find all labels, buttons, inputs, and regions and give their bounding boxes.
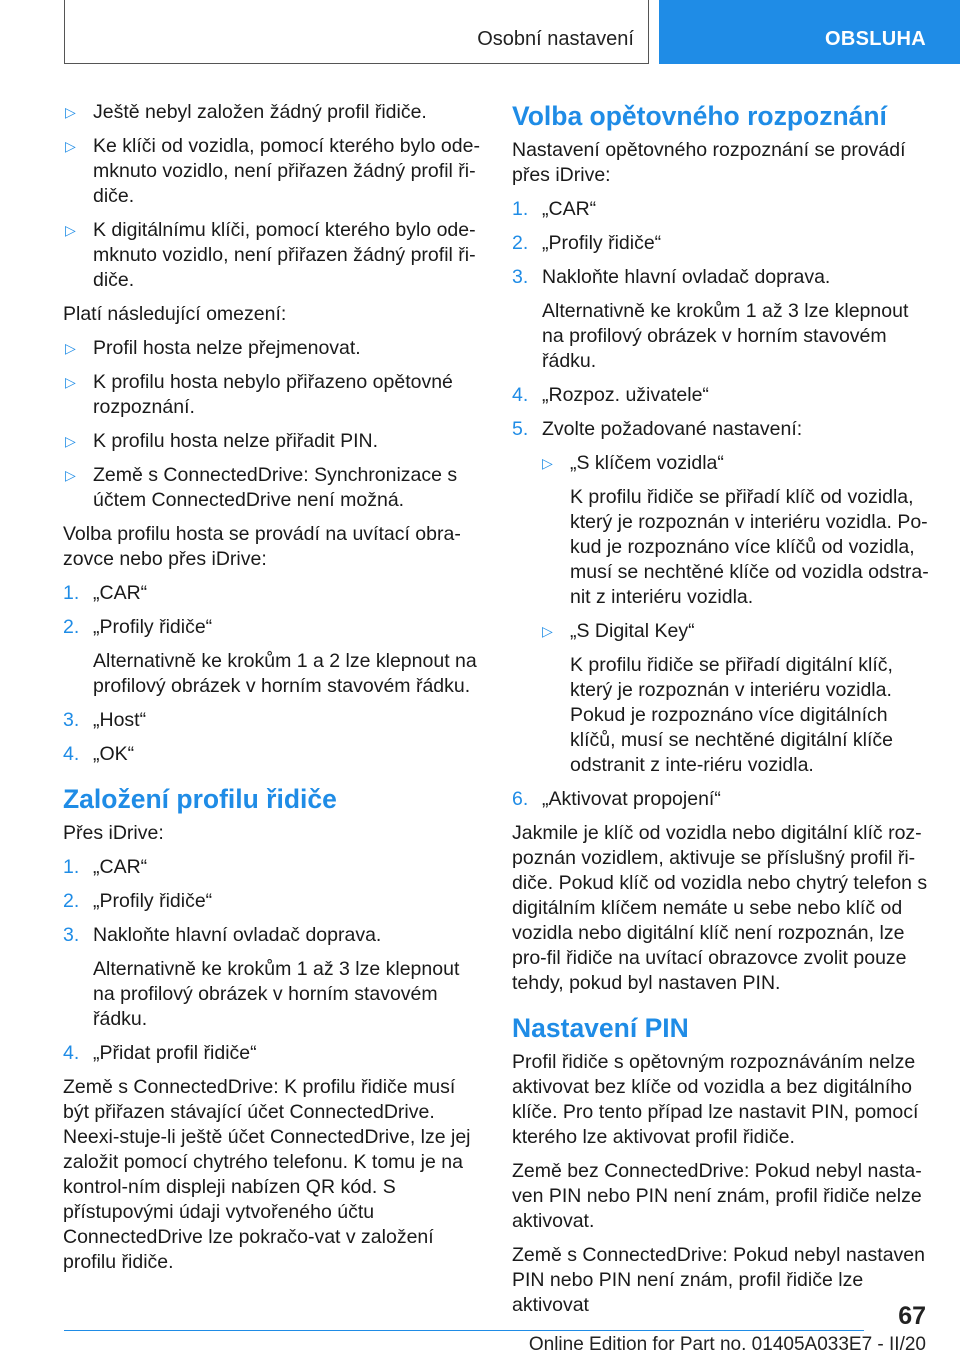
edition-note: Online Edition for Part no. 01405A033E7 - II/20: [528, 1334, 926, 1355]
triangle-bullet-icon: ▷: [65, 222, 76, 238]
triangle-bullet-icon: ▷: [542, 623, 553, 639]
list-item: ▷ Profil hosta nelze přejmenovat.: [65, 337, 361, 359]
section-heading: Založení profilu řidiče: [63, 784, 337, 814]
left-column: [63, 100, 483, 1284]
list-item: ▷ K profilu hosta nelze přiřadit PIN.: [65, 430, 379, 452]
step-item: 5. Zvolte požadované nastavení:: [512, 418, 803, 440]
triangle-bullet-icon: ▷: [65, 433, 76, 449]
right-column: [512, 100, 932, 1327]
list-item: ▷ K digitálnímu klíči, pomocí kterého bylo ode‐mknuto vozidlo, není přiřazen žádný profil ři‐diče.: [65, 219, 476, 291]
step-item: 2. „Profily řidiče“: [512, 232, 662, 254]
option-description: K profilu řidiče se přiřadí klíč od vozidla, který je rozpoznán v interiéru vozidla. Po‐kud je rozpoznáno více klíčů od vozidla, musí se nechtěné klíče od vozidla odstra‐nit z interiéru vozidla.: [570, 486, 929, 608]
footer-divider: [64, 1330, 864, 1331]
step-item: 4. „OK“: [63, 743, 135, 765]
step-item: 4. „Rozpoz. uživatele“: [512, 384, 709, 406]
step-item: 3. Nakloňte hlavní ovladač doprava.: [63, 924, 382, 946]
triangle-bullet-icon: ▷: [542, 455, 553, 471]
step-note: Alternativně ke krokům 1 až 3 lze klepnout na profilový obrázek v horním stavovém řádku.: [93, 958, 460, 1030]
paragraph: Volba profilu hosta se provádí na uvítací obra‐zovce nebo přes iDrive:: [63, 523, 461, 570]
option-item: ▷ „S Digital Key“: [542, 620, 695, 642]
chapter-tab-label: OBSLUHA: [825, 28, 926, 50]
list-item: ▷ Ještě nebyl založen žádný profil řidiče.: [65, 101, 427, 123]
paragraph: Země s ConnectedDrive: Pokud nebyl nastaven PIN nebo PIN není znám, profil řidiče lze aktivovat: [512, 1244, 925, 1316]
option-item: ▷ „S klíčem vozidla“: [542, 452, 724, 474]
paragraph: Jakmile je klíč od vozidla nebo digitální klíč roz‐poznán vozidlem, aktivuje se příslušný profil ři‐diče. Pokud klíč od vozidla nebo chytrý telefon s digitálním klíčem nemáte u sebe nebo klíč od vozidla nebo digitální klíč není rozpoznán, lze pro‐fil řidiče na uvítací obrazovce zvolit pouze tehdy, pokud byl nastaven PIN.: [512, 822, 928, 994]
section-heading: Nastavení PIN: [512, 1013, 689, 1043]
step-item: 4. „Přidat profil řidiče“: [63, 1042, 257, 1064]
triangle-bullet-icon: ▷: [65, 138, 76, 154]
paragraph: Platí následující omezení:: [63, 303, 287, 325]
paragraph: Země bez ConnectedDrive: Pokud nebyl nasta‐ven PIN nebo PIN není znám, profil řidiče nelze aktivovat.: [512, 1160, 922, 1232]
paragraph: Země s ConnectedDrive: K profilu řidiče musí být přiřazen stávající účet ConnectedDrive. Neexi‐stuje-li ještě účet ConnectedDrive, lze jej založit pomocí chytrého telefonu. K tomu je na kontrol‐ním displeji nabízen QR kód. S přístupovými údaji vytvořeného účtu ConnectedDrive lze pokračo‐vat v založení profilu řidiče.: [63, 1076, 471, 1273]
step-item: 3. „Host“: [63, 709, 147, 731]
triangle-bullet-icon: ▷: [65, 374, 76, 390]
section-heading: Volba opětovného rozpoznání: [512, 101, 887, 131]
step-item: 3. Nakloňte hlavní ovladač doprava.: [512, 266, 831, 288]
paragraph: Nastavení opětovného rozpoznání se provádí přes iDrive:: [512, 139, 906, 186]
step-note: Alternativně ke krokům 1 až 3 lze klepnout na profilový obrázek v horním stavovém řádku.: [542, 300, 909, 372]
section-title: Osobní nastavení: [477, 28, 634, 50]
triangle-bullet-icon: ▷: [65, 467, 76, 483]
chapter-tab: [659, 0, 960, 64]
step-note: Alternativně ke krokům 1 a 2 lze klepnout na profilový obrázek v horním stavovém řádku.: [93, 650, 477, 697]
triangle-bullet-icon: ▷: [65, 340, 76, 356]
step-item: 1. „CAR“: [512, 198, 597, 220]
step-item: 1. „CAR“: [63, 582, 148, 604]
step-item: 1. „CAR“: [63, 856, 148, 878]
section-header: [64, 0, 649, 64]
step-item: 6. „Aktivovat propojení“: [512, 788, 721, 810]
list-item: ▷ Země s ConnectedDrive: Synchronizace s účtem ConnectedDrive není možná.: [65, 464, 458, 511]
page-number: 67: [898, 1302, 926, 1330]
list-item: ▷ K profilu hosta nebylo přiřazeno opětovné rozpoznání.: [65, 371, 453, 418]
paragraph: Přes iDrive:: [63, 822, 164, 844]
option-description: K profilu řidiče se přiřadí digitální klíč, který je rozpoznán v interiéru vozidla. Pokud je rozpoznáno více digitálních klíčů, musí se nechtěné digitální klíče odstranit z inte‐riéru vozidla.: [570, 654, 893, 776]
paragraph: Profil řidiče s opětovným rozpoznáváním nelze aktivovat bez klíče od vozidla a bez digitálního klíče. Pro tento případ lze nastavit PIN, pomocí kterého lze aktivovat profil řidiče.: [512, 1051, 919, 1148]
list-item: ▷ Ke klíči od vozidla, pomocí kterého bylo ode‐mknuto vozidlo, není přiřazen žádný profil ři‐diče.: [65, 135, 480, 207]
triangle-bullet-icon: ▷: [65, 104, 76, 120]
step-item: 2. „Profily řidiče“: [63, 890, 213, 912]
step-item: 2. „Profily řidiče“: [63, 616, 213, 638]
